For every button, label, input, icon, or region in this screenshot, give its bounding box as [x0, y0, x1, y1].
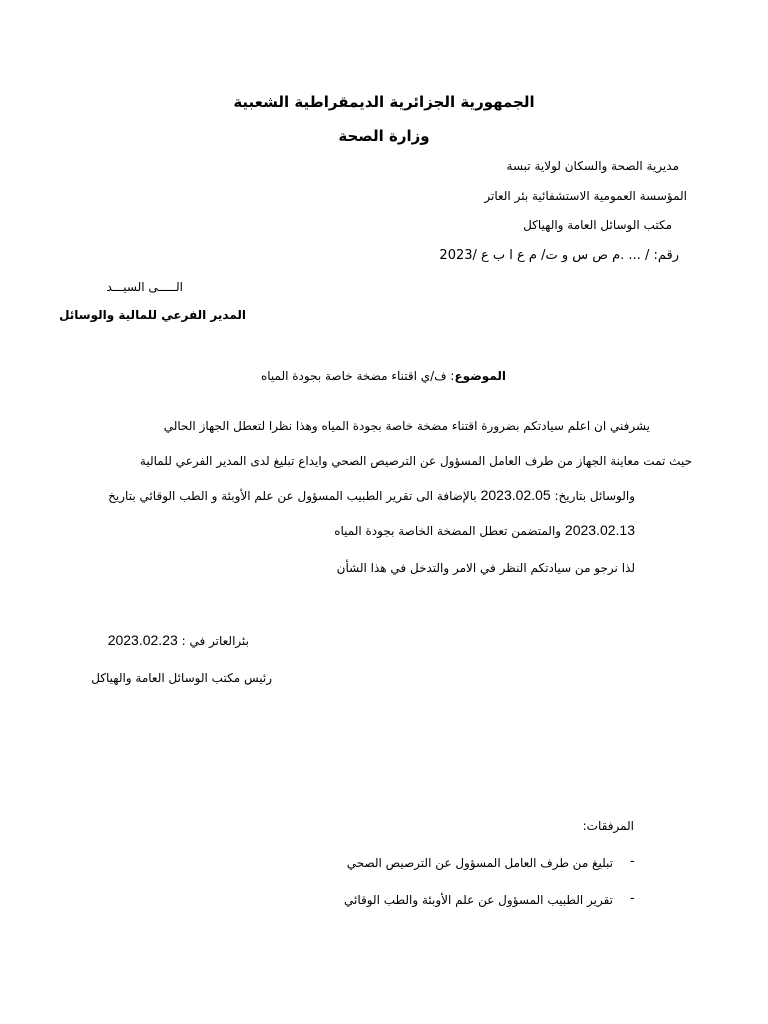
recipient-salutation: الـــــى السيـــد	[106, 280, 183, 294]
body-line-3-rest: بالإضافة الى تقرير الطبيب المسؤول عن علم الأوبئة و الطب الوقائي بتاريخ	[108, 489, 477, 503]
signer-title: رئيس مكتب الوسائل العامة والهياكل	[91, 671, 272, 685]
attachment-item-2: تقرير الطبيب المسؤول عن علم الأوبئة والطب الوقائي	[343, 893, 613, 907]
signature-date: 2023.02.23	[107, 632, 178, 648]
attachment-bullet-1: -	[630, 854, 635, 869]
republic-header: الجمهورية الجزائرية الديمقراطية الشعبية	[233, 93, 535, 111]
ministry-header: وزارة الصحة	[338, 127, 430, 145]
body-line-2: حيث تمت معاينة الجهاز من طرف العامل المسؤول عن الترصيص الصحي وايداع تبليغ لدى المدير الفرعي للمالية	[139, 454, 692, 468]
directorate-line: مديرية الصحة والسكان لولاية تبسة	[506, 159, 679, 173]
body-line-3-text: والوسائل بتاريخ:	[554, 489, 635, 503]
recipient-title: المدير الفرعي للمالية والوسائل	[59, 308, 246, 322]
body-line-5: لذا نرجو من سيادتكم النظر في الامر والتدخل في هذا الشأن	[336, 561, 635, 575]
body-line-4	[334, 522, 635, 539]
office-line: مكتب الوسائل العامة والهياكل	[523, 218, 672, 232]
body-line-4-date: 2023.02.13	[564, 522, 635, 538]
subject-text: : ف/ي اقتناء مضخة خاصة بجودة المياه	[260, 369, 455, 383]
signature-place	[108, 632, 249, 649]
body-line-4-rest: والمتضمن تعطل المضخة الخاصة بجودة المياه	[334, 524, 562, 538]
signature-place-label: بئرالعاتر في :	[181, 634, 249, 648]
body-line-1: يشرفني ان اعلم سيادتكم بضرورة اقتناء مضخة خاصة بجودة المياه وهذا نظرا لتعطل الجهاز الحالي	[163, 419, 650, 433]
body-line-3	[108, 487, 635, 504]
institution-line: المؤسسة العمومية الاستشفائية بئر العاتر	[484, 189, 687, 203]
attachments-label: المرفقات:	[582, 819, 634, 833]
subject-line	[261, 368, 506, 384]
attachment-bullet-2: -	[630, 891, 635, 906]
reference-number: رقم: / ... .م ص س و ت/ م ع ا ب ع /2023	[439, 248, 679, 263]
subject-label: الموضوع	[454, 369, 506, 383]
body-line-3-date: 2023.02.05	[480, 487, 551, 503]
attachment-item-1: تبليغ من طرف العامل المسؤول عن الترصيص الصحي	[346, 856, 613, 870]
